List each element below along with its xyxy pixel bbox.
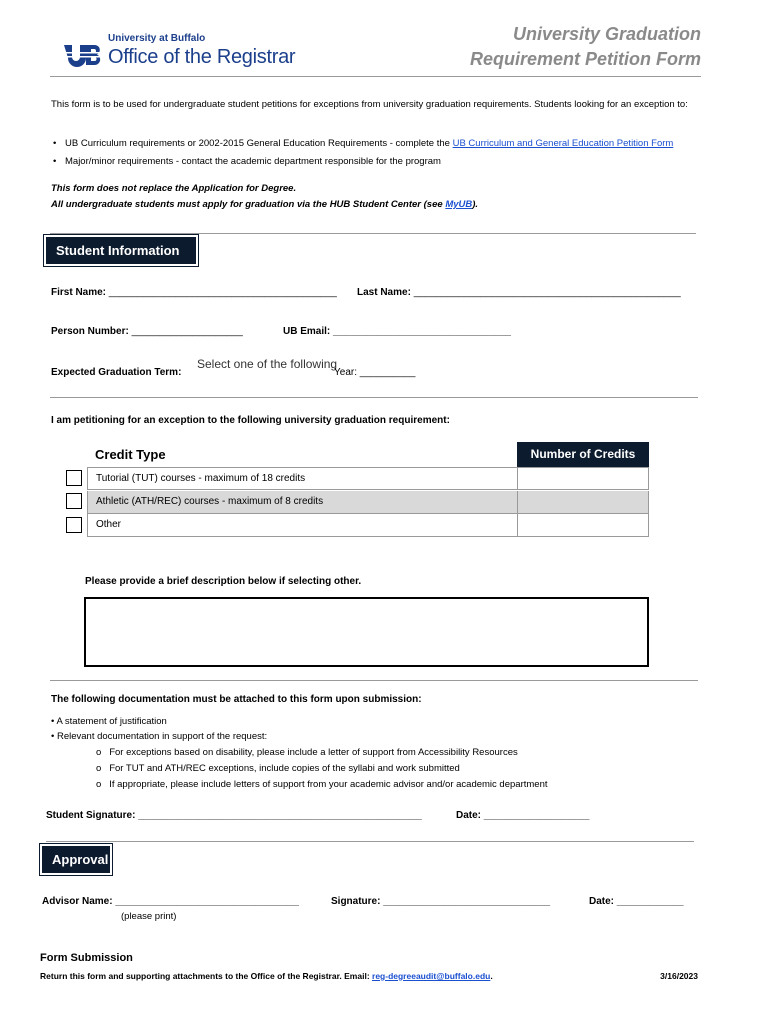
student-information-heading: Student Information — [44, 235, 198, 266]
advisor-date-field — [589, 896, 684, 907]
doc-sub-text: For TUT and ATH/REC exceptions, include copies of the syllabi and work submitted — [109, 763, 460, 774]
credit-row-athletic — [87, 491, 649, 514]
last-name-input[interactable]: ________________________________________________ — [413, 287, 681, 298]
year-input[interactable]: __________ — [359, 367, 416, 378]
approval-heading: Approval — [40, 844, 112, 875]
description-prompt: Please provide a brief description below if selecting other. — [85, 576, 362, 587]
ub-logo-mark-icon — [62, 43, 102, 67]
doc-item-text: A statement of justification — [56, 716, 167, 727]
student-date-field — [456, 810, 589, 821]
doc-item-justification — [51, 716, 167, 727]
form-revision-date: 3/16/2023 — [660, 971, 698, 981]
advisor-signature-input[interactable]: ______________________________ — [383, 896, 551, 907]
person-number-label: Person Number: — [51, 326, 129, 337]
doc-sub-tut — [96, 763, 460, 774]
ub-email-label: UB Email: — [283, 326, 331, 337]
section-divider — [46, 841, 694, 842]
grad-term-label: Expected Graduation Term: — [51, 367, 182, 378]
credits-input[interactable] — [518, 491, 648, 513]
credit-row-other — [87, 514, 649, 537]
doc-sub-disability — [96, 747, 518, 758]
note-application: This form does not replace the Application for Degree. — [51, 183, 297, 194]
student-signature-label: Student Signature: — [46, 810, 136, 821]
credit-type-cell: Other — [88, 514, 518, 536]
checkbox-tutorial[interactable] — [66, 470, 82, 486]
credit-type-header: Credit Type — [95, 447, 166, 462]
person-number-field — [51, 326, 243, 337]
office-name: Office of the Registrar — [108, 46, 296, 68]
year-label: Year: — [334, 367, 357, 378]
note-apply-hub — [51, 199, 478, 210]
bullet-dot: • — [51, 731, 57, 742]
form-submission-heading: Form Submission — [40, 952, 133, 964]
bullet-text: UB Curriculum requirements or 2002-2015 General Education Requirements - complete the — [65, 138, 453, 149]
year-field — [334, 367, 415, 378]
please-print-note: (please print) — [121, 911, 177, 922]
credit-type-cell: Tutorial (TUT) courses - maximum of 18 credits — [88, 468, 518, 489]
bullet-dot: • — [51, 716, 57, 727]
last-name-field — [357, 287, 681, 298]
doc-sub-text: For exceptions based on disability, please include a letter of support from Accessibility Resources — [109, 747, 518, 758]
sub-bullet: o — [96, 747, 110, 758]
credits-input[interactable] — [518, 514, 648, 536]
number-of-credits-header: Number of Credits — [517, 442, 649, 467]
checkbox-athletic[interactable] — [66, 493, 82, 509]
credit-type-cell: Athletic (ATH/REC) courses - maximum of 8 credits — [88, 491, 518, 513]
bullet-major-minor — [53, 156, 441, 167]
student-signature-field — [46, 810, 422, 821]
student-date-label: Date: — [456, 810, 482, 821]
student-date-input[interactable]: ___________________ — [483, 810, 590, 821]
ub-logo — [62, 30, 296, 76]
note-text: All undergraduate students must apply for graduation via the HUB Student Center (see — [51, 199, 446, 210]
doc-item-text: Relevant documentation in support of the request: — [56, 731, 268, 742]
myub-link[interactable]: MyUB — [445, 199, 473, 210]
advisor-signature-label: Signature: — [331, 896, 381, 907]
advisor-name-input[interactable]: _________________________________ — [115, 896, 299, 907]
last-name-label: Last Name: — [357, 287, 411, 298]
doc-sub-advisor — [96, 779, 548, 790]
bullet-text: Major/minor requirements - contact the academic department responsible for the program — [65, 156, 441, 167]
credits-input[interactable] — [518, 468, 648, 489]
bullet-ub-curriculum — [53, 138, 673, 149]
petition-prompt: I am petitioning for an exception to the following university graduation requirement: — [51, 415, 450, 426]
advisor-date-input[interactable]: ____________ — [616, 896, 684, 907]
section-divider — [50, 233, 696, 234]
header-divider — [50, 76, 701, 77]
bullet-dot: • — [53, 156, 57, 167]
submission-instructions — [40, 971, 493, 981]
other-description-textarea[interactable] — [84, 597, 649, 667]
advisor-name-field — [42, 896, 299, 907]
bullet-dot: • — [53, 138, 57, 149]
sub-bullet: o — [96, 779, 110, 790]
section-divider — [50, 397, 698, 398]
section-divider — [50, 680, 698, 681]
note-suffix: ). — [472, 199, 479, 210]
documentation-heading: The following documentation must be attached to this form upon submission: — [51, 694, 422, 705]
ub-curriculum-petition-link[interactable]: UB Curriculum and General Education Petition Form — [452, 138, 674, 149]
advisor-date-label: Date: — [589, 896, 615, 907]
form-title-line1: University Graduation — [512, 24, 701, 44]
registrar-email-link[interactable]: reg-degreeaudit@buffalo.edu — [372, 971, 491, 981]
university-name: University at Buffalo — [108, 33, 206, 44]
doc-sub-text: If appropriate, please include letters of support from your academic advisor and/or academic department — [109, 779, 548, 790]
submission-text: Return this form and supporting attachments to the Office of the Registrar. Email: — [40, 971, 373, 981]
first-name-field — [51, 287, 337, 298]
sub-bullet: o — [96, 763, 110, 774]
credit-row-tutorial — [87, 467, 649, 490]
form-title-line2: Requirement Petition Form — [469, 49, 701, 69]
first-name-input[interactable]: _________________________________________ — [108, 287, 337, 298]
ub-email-input[interactable]: ________________________________ — [333, 326, 511, 337]
advisor-name-label: Advisor Name: — [42, 896, 113, 907]
first-name-label: First Name: — [51, 287, 107, 298]
person-number-input[interactable]: ____________________ — [131, 326, 243, 337]
doc-item-relevant — [51, 731, 267, 742]
grad-term-select[interactable]: Select one of the following — [197, 357, 338, 371]
checkbox-other[interactable] — [66, 517, 82, 533]
intro-text: This form is to be used for undergraduate student petitions for exceptions from university graduation requirements. Students looking for an exception to: — [51, 99, 688, 110]
advisor-signature-field — [331, 896, 550, 907]
student-signature-input[interactable]: ___________________________________________________ — [138, 810, 422, 821]
submission-period: . — [490, 971, 493, 981]
ub-email-field — [283, 326, 511, 337]
